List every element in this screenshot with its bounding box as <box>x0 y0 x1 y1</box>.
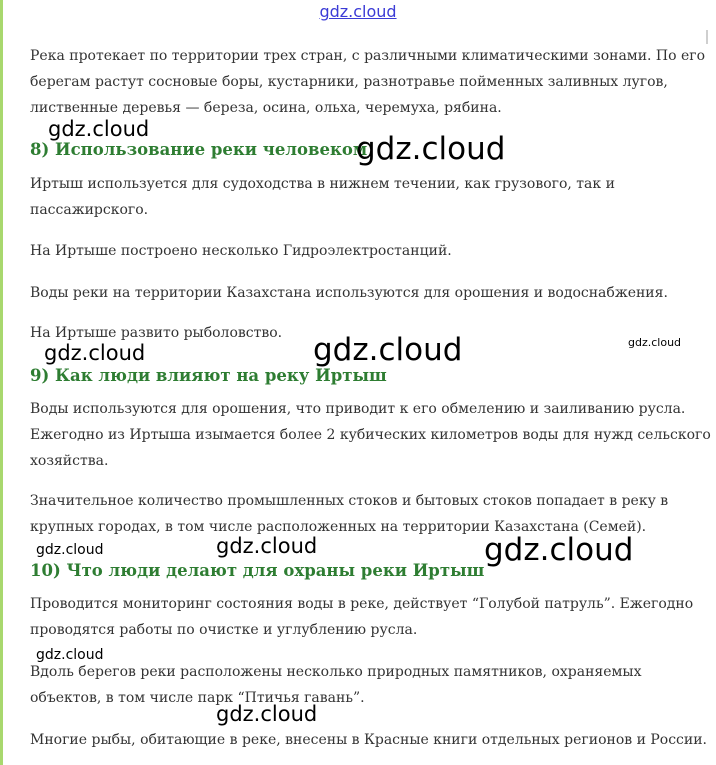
watermark: gdz.cloud <box>216 534 318 558</box>
watermark: gdz.cloud <box>313 332 463 368</box>
right-edge-mark <box>706 30 708 44</box>
section-heading-8: 8) Использование реки человеком <box>30 140 368 159</box>
paragraph-s8-3 <box>30 280 700 306</box>
watermark: gdz.cloud <box>44 341 146 365</box>
paragraph-s8-2 <box>30 238 700 264</box>
section-heading-9: 9) Как люди влияют на реку Иртыш <box>30 366 387 385</box>
site-link[interactable]: gdz.cloud <box>319 2 397 21</box>
text-line: Значительное количество промышленных стоков и бытовых стоков попадает в реку в <box>30 493 669 509</box>
watermark: gdz.cloud <box>484 532 634 568</box>
text-line: Многие рыбы, обитающие в реке, внесены в Красные книги отдельных регионов и России. <box>30 732 708 748</box>
text-line: Река протекает по территории трех стран, с различными климатическими зонами. По его <box>30 48 706 64</box>
paragraph-s10-3 <box>30 727 708 753</box>
watermark: gdz.cloud <box>36 542 104 558</box>
text-line: объектов, в том числе парк “Птичья гавань”. <box>30 690 365 706</box>
watermark: gdz.cloud <box>356 131 506 167</box>
text-line: хозяйства. <box>30 453 109 469</box>
left-accent-bar <box>0 0 3 765</box>
text-line: Проводится мониторинг состояния воды в реке, действует “Голубой патруль”. Ежегодно <box>30 596 694 612</box>
watermark: gdz.cloud <box>628 336 682 349</box>
paragraph-s8-1 <box>30 171 700 223</box>
paragraph-s10-1 <box>30 591 700 643</box>
watermark: gdz.cloud <box>216 702 318 726</box>
text-line: проводятся работы по очистке и углублению русла. <box>30 622 418 638</box>
text-line: На Иртыше развито рыболовство. <box>30 325 283 341</box>
text-line: Ежегодно из Иртыша изымается более 2 кубических километров воды для нужд сельского <box>30 427 711 443</box>
text-line: На Иртыше построено несколько Гидроэлектростанций. <box>30 243 452 259</box>
paragraph-intro <box>30 43 706 121</box>
text-line: Вдоль берегов реки расположены несколько природных памятников, охраняемых <box>30 664 642 680</box>
text-line: крупных городах, в том числе расположенных на территории Казахстана (Семей). <box>30 519 647 535</box>
text-line: Иртыш используется для судоходства в нижнем течении, как грузового, так и <box>30 176 615 192</box>
paragraph-s9-1 <box>30 396 711 474</box>
watermark: gdz.cloud <box>48 117 150 141</box>
text-line: Воды используются для орошения, что приводит к его обмелению и заиливанию русла. <box>30 401 686 417</box>
section-heading-10: 10) Что люди делают для охраны реки Иртыш <box>30 561 485 580</box>
paragraph-s10-2 <box>30 659 700 711</box>
text-line: лиственные деревья — береза, осина, ольха, черемуха, рябина. <box>30 100 502 116</box>
text-line: пассажирского. <box>30 202 149 218</box>
text-line: берегам растут сосновые боры, кустарники, разнотравье пойменных заливных лугов, <box>30 74 668 90</box>
text-line: Воды реки на территории Казахстана используются для орошения и водоснабжения. <box>30 285 668 301</box>
watermark: gdz.cloud <box>36 647 104 663</box>
